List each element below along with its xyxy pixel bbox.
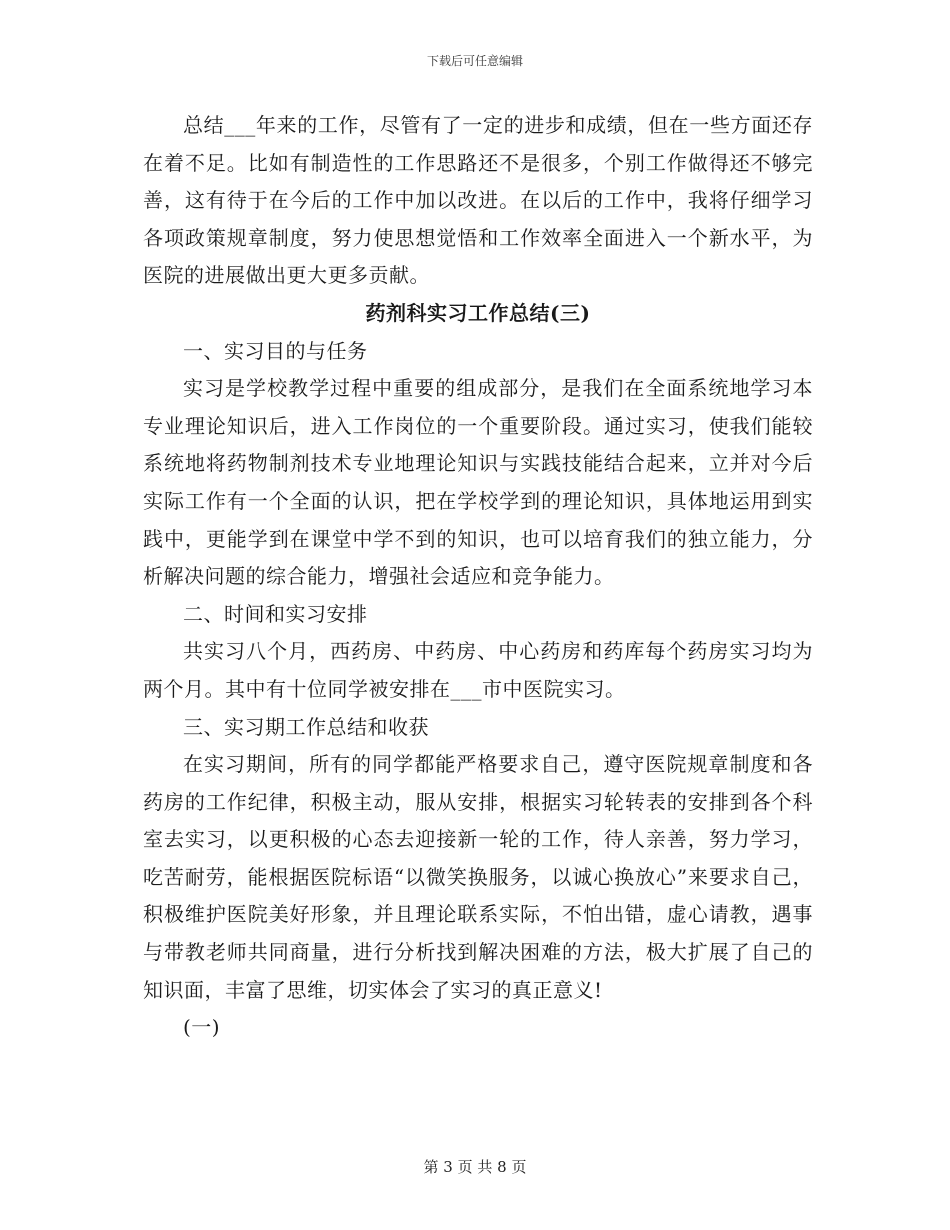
heading-part-one: (一)	[183, 1015, 221, 1040]
paragraph-purpose: 实习是学校教学过程中重要的组成部分，是我们在全面系统地学习本专业理论知识后，进入工作岗位的一个重要阶段。通过实习，使我们能较系统地将药物制剂技术专业地理论知识与实践技能结合起来，立并对今后实际工作有一个全面的认识，把在学校学到的理论知识，具体地运用到实践中，更能学到在课堂中学不到的知识，也可以培育我们的独立能力，分析解决问题的综合能力，增强社会适应和竞争能力。	[143, 376, 813, 589]
heading-purpose: 一、实习目的与任务	[183, 338, 368, 363]
paragraph-schedule: 共实习八个月，西药房、中药房、中心药房和药库每个药房实习均为两个月。其中有十位同学被安排在___市中医院实习。	[143, 639, 813, 701]
paragraph-summary: 总结___年来的工作，尽管有了一定的进步和成绩，但在一些方面还存在着不足。比如有制造性的工作思路还不是很多，个别工作做得还不够完善，这有待于在今后的工作中加以改进。在以后的工作中，我将仔细学习各项政策规章制度，努力使思想觉悟和工作效率全面进入一个新水平，为医院的进展做出更大更多贡献。	[143, 113, 813, 288]
section-title: 药剂科实习工作总结(三)	[365, 300, 591, 325]
heading-schedule: 二、时间和实习安排	[183, 601, 368, 626]
document-body	[143, 107, 813, 1047]
heading-gains: 三、实习期工作总结和收获	[183, 714, 429, 739]
page-number: 第 3 页 共 8 页	[423, 1158, 527, 1176]
paragraph-gains: 在实习期间，所有的同学都能严格要求自己，遵守医院规章制度和各药房的工作纪律，积极主动，服从安排，根据实习轮转表的安排到各个科室去实习，以更积极的心态去迎接新一轮的工作，待人亲善，努力学习，吃苦耐劳，能根据医院标语“以微笑换服务，以诚心换放心”来要求自己，积极维护医院美好形象，并且理论联系实际，不怕出错，虚心请教，遇事与带教老师共同商量，进行分析找到解决困难的方法，极大扩展了自己的知识面，丰富了思维，切实体会了实习的真正意义!	[143, 752, 813, 1002]
header-note: 下载后可任意编辑	[426, 54, 523, 68]
